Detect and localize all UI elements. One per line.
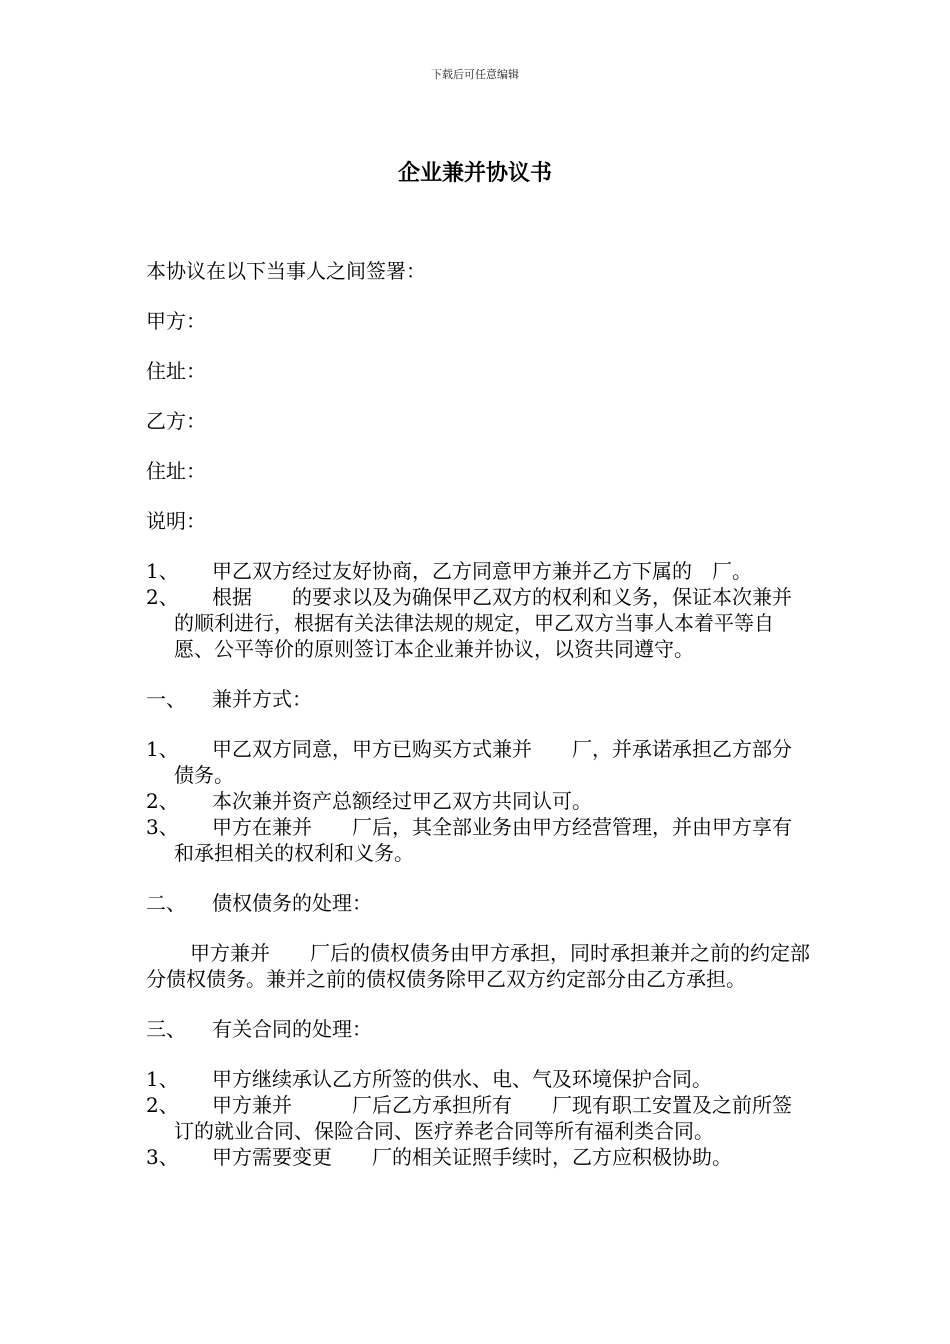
- item-text: 甲方继续承认乙方所签的供水、电、气及环境保护合同。: [212, 1067, 712, 1091]
- section-number: 三、: [146, 1017, 186, 1041]
- list-item: [146, 814, 811, 866]
- list-item: [146, 1092, 811, 1144]
- section-heading: [146, 686, 811, 712]
- item-number: 3、: [146, 815, 179, 839]
- item-number: 1、: [146, 1067, 179, 1091]
- item-text: 甲方兼并 厂后乙方承担所有 厂现有职工安置及之前所签订的就业合同、保险合同、医疗养老合同等所有福利类合同。: [174, 1093, 792, 1143]
- section-number: 一、: [146, 687, 186, 711]
- section2-body: 甲方兼并 厂后的债权债务由甲方承担，同时承担兼并之前的约定部分债权债务。兼并之前的债权债务除甲乙双方约定部分由乙方承担。: [146, 941, 810, 991]
- list-item: [146, 1144, 811, 1170]
- party-b-line: 乙方：: [146, 409, 206, 433]
- list-item: [146, 788, 811, 814]
- list-item: [146, 558, 811, 584]
- item-number: 3、: [146, 1145, 179, 1169]
- item-text: 甲方在兼并 厂后，其全部业务由甲方经营管理，并由甲方享有和承担相关的权利和义务。: [174, 815, 792, 865]
- item-number: 2、: [146, 585, 179, 609]
- address-b-line: 住址：: [146, 459, 206, 483]
- header-note: 下载后可任意编辑: [431, 68, 519, 81]
- item-text: 甲方需要变更 厂的相关证照手续时，乙方应积极协助。: [212, 1145, 732, 1169]
- list-item: [146, 1066, 811, 1092]
- list-item: [146, 584, 811, 662]
- item-text: 甲乙双方同意，甲方已购买方式兼并 厂，并承诺承担乙方部分债务。: [174, 737, 792, 787]
- document-title: 企业兼并协议书: [397, 161, 552, 186]
- address-a-line: 住址：: [146, 359, 206, 383]
- section-title: 兼并方式：: [212, 687, 312, 711]
- document-body: [146, 258, 811, 1194]
- item-number: 2、: [146, 1093, 179, 1117]
- list-item: [146, 736, 811, 788]
- item-number: 1、: [146, 559, 179, 583]
- section-number: 二、: [146, 891, 186, 915]
- section3-list: [146, 1066, 811, 1170]
- item-text: 本次兼并资产总额经过甲乙双方共同认可。: [212, 789, 592, 813]
- section-heading: [146, 1016, 811, 1042]
- section1-list: [146, 736, 811, 866]
- item-number: 1、: [146, 737, 179, 761]
- item-text: 甲乙双方经过友好协商，乙方同意甲方兼并乙方下属的 厂。: [212, 559, 752, 583]
- item-number: 2、: [146, 789, 179, 813]
- explanation-label: 说明：: [146, 509, 206, 533]
- party-a-line: 甲方：: [146, 309, 206, 333]
- item-text: 根据 的要求以及为确保甲乙双方的权利和义务，保证本次兼并的顺利进行，根据有关法律法规的规定，甲乙双方当事人本着平等自愿、公平等价的原则签订本企业兼并协议，以资共同遵守。: [174, 585, 792, 661]
- explanation-list: [146, 558, 811, 662]
- section-title: 有关合同的处理：: [212, 1017, 372, 1041]
- section-title: 债权债务的处理：: [212, 891, 372, 915]
- section-heading: [146, 890, 811, 916]
- intro-line: 本协议在以下当事人之间签署：: [146, 259, 426, 283]
